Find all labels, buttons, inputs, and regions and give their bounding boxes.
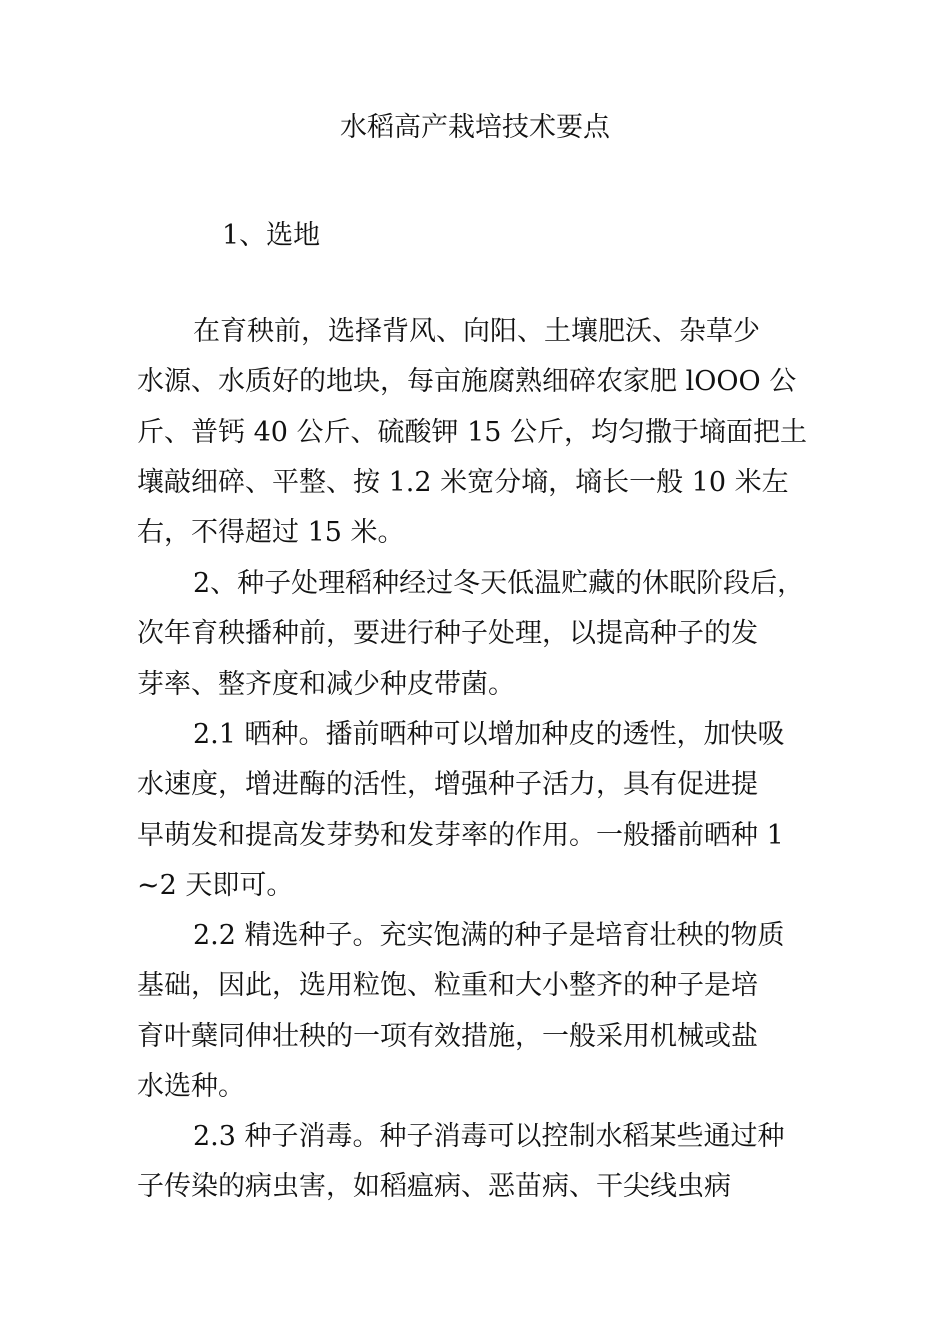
paragraph-line: 水速度，增进酶的活性，增强种子活力，具有促进提 — [137, 769, 758, 801]
paragraph-line: 水源、水质好的地块，每亩施腐熟细碎农家肥 lOOO 公 — [137, 366, 797, 398]
paragraph-line: ~2 天即可。 — [137, 869, 294, 901]
paragraph-line: 2.2 精选种子。充实饱满的种子是培育壮秧的物质 — [193, 920, 785, 951]
paragraph-seed-selection — [137, 916, 837, 1117]
paragraph-line: 水选种。 — [137, 1070, 245, 1102]
paragraph-seed-disinfection — [137, 1117, 837, 1218]
paragraph-line: 在育秧前，选择背风、向阳、土壤肥沃、杂草少 — [193, 316, 760, 347]
paragraph-seed-treatment — [137, 564, 837, 715]
paragraph-line: 基础，因此，选用粒饱、粒重和大小整齐的种子是培 — [137, 970, 758, 1002]
paragraph-line: 右，不得超过 15 米。 — [137, 517, 405, 549]
document-title: 水稻高产栽培技术要点 — [340, 112, 610, 143]
paragraph-line: 壤敲细碎、平整、按 1.2 米宽分墒，墒长一般 10 米左 — [137, 466, 789, 498]
paragraph-sun-drying — [137, 715, 837, 916]
paragraph-line: 早萌发和提高发芽势和发芽率的作用。一般播前晒种 1 — [137, 819, 784, 851]
paragraph-line: 子传染的病虫害，如稻瘟病、恶苗病、干尖线虫病 — [137, 1171, 731, 1203]
paragraph-line: 2.1 晒种。播前晒种可以增加种皮的透性，加快吸 — [193, 719, 785, 750]
paragraph-line: 斤、普钙 40 公斤、硫酸钾 15 公斤，均匀撒于墒面把土 — [137, 416, 808, 448]
paragraph-site-selection — [137, 312, 837, 563]
paragraph-line: 次年育秧播种前，要进行种子处理，以提高种子的发 — [137, 618, 758, 650]
paragraph-line: 2、种子处理稻种经过冬天低温贮藏的休眠阶段后， — [193, 568, 805, 599]
section-heading-site-selection: 1、选地 — [222, 220, 321, 251]
paragraph-line: 芽率、整齐度和减少种皮带菌。 — [137, 668, 515, 700]
paragraph-line: 育叶蘖同伸壮秧的一项有效措施，一般采用机械或盐 — [137, 1020, 758, 1052]
paragraph-line: 2.3 种子消毒。种子消毒可以控制水稻某些通过种 — [193, 1121, 785, 1152]
